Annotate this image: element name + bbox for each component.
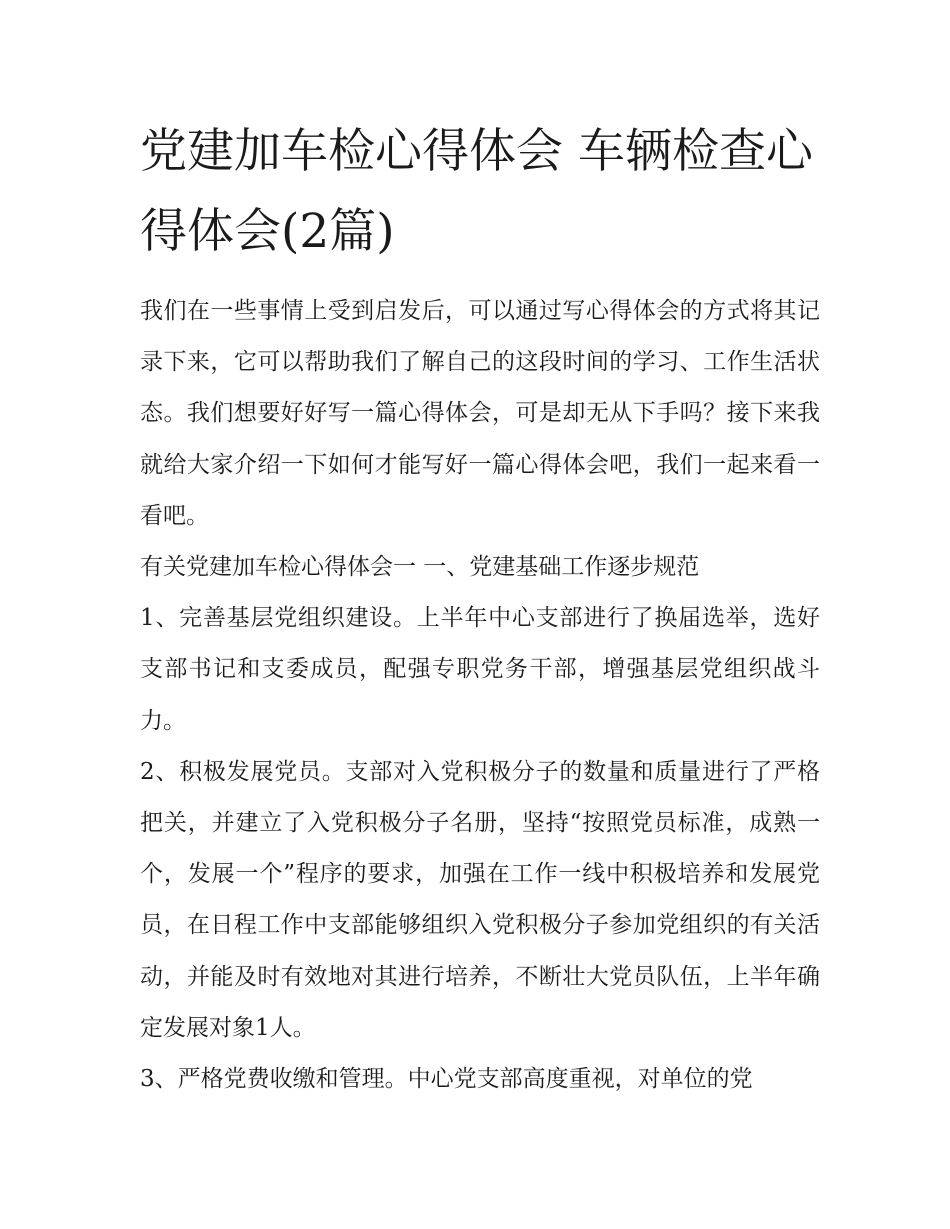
item-1-paragraph: 1、完善基层党组织建设。上半年中心支部进行了换届选举，选好支部书记和支委成员，配强专职党务干部，增强基层党组织战斗力。 [140, 605, 820, 734]
item-2-paragraph: 2、积极发展党员。支部对入党积极分子的数量和质量进行了严格把关，并建立了入党积极分子名册，坚持“按照党员标准，成熟一个，发展一个”程序的要求，加强在工作一线中积极培养和发展党员，在日程工作中支部能够组织入党积极分子参加党组织的有关活动，并能及时有效地对其进行培养，不断壮大党员队伍，上半年确定发展对象1人。 [140, 758, 820, 1041]
document-page [140, 112, 820, 1105]
section-heading: 有关党建加车检心得体会一 一、党建基础工作逐步规范 [140, 554, 700, 581]
intro-paragraph: 我们在一些事情上受到启发后，可以通过写心得体会的方式将其记录下来，它可以帮助我们了解自己的这段时间的学习、工作生活状态。我们想要好好写一篇心得体会，可是却无从下手吗？接下来我就给大家介绍一下如何才能写好一篇心得体会吧，我们一起来看一看吧。 [140, 298, 820, 529]
item-3-paragraph: 3、严格党费收缴和管理。中心党支部高度重视，对单位的党 [140, 1066, 753, 1093]
document-title: 党建加车检心得体会 车辆检查心得体会(2篇) [140, 124, 813, 259]
